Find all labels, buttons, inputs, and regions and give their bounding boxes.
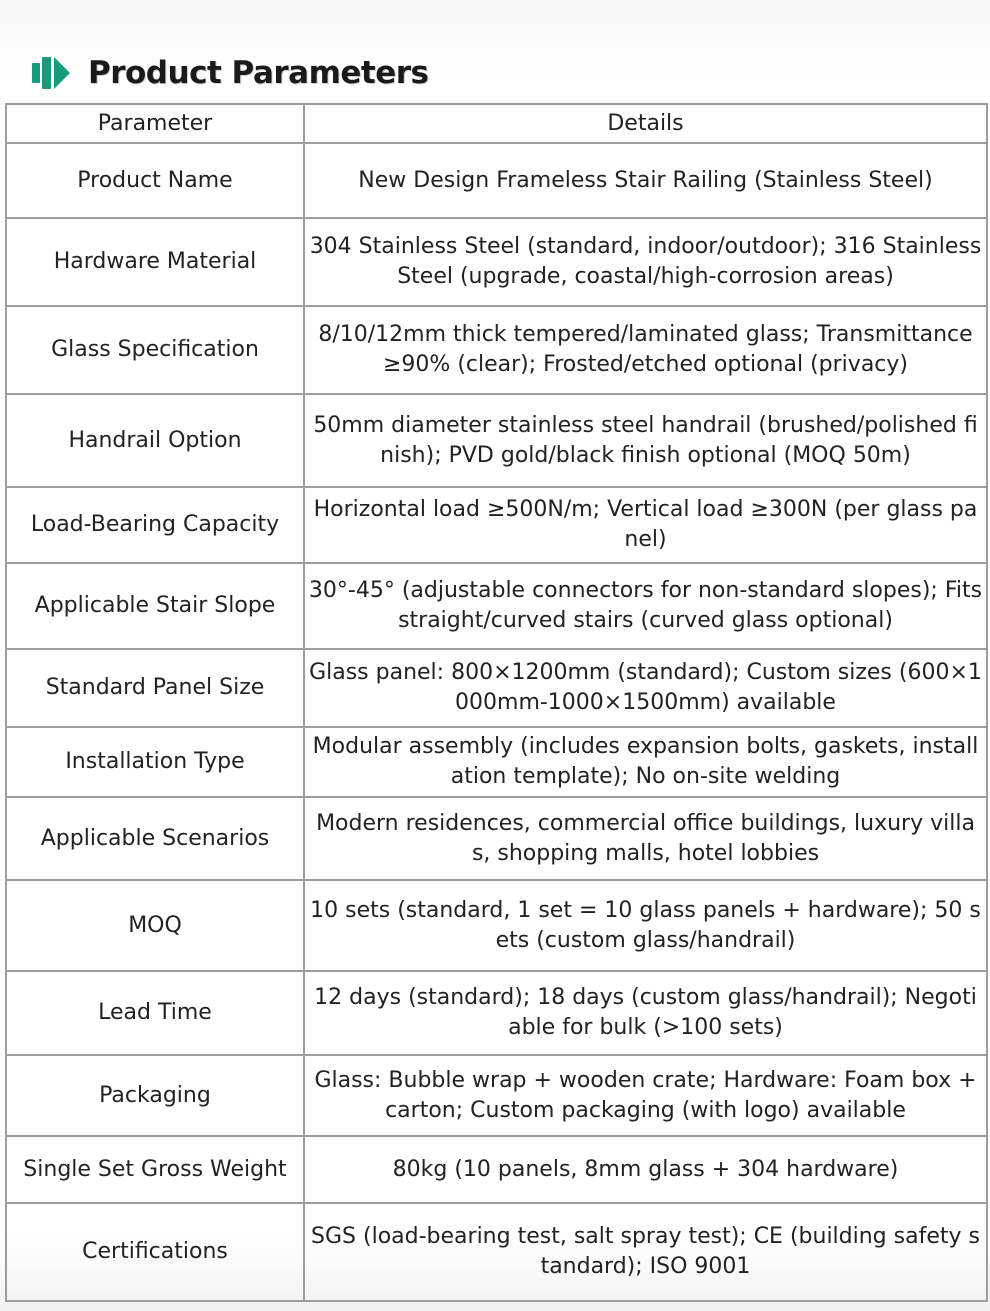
details-cell: Horizontal load ≥500N/m; Vertical load ≥300N (per glass panel) [304,487,987,563]
details-cell: Glass: Bubble wrap + wooden crate; Hardware: Foam box + carton; Custom packaging (with logo) available [304,1055,987,1136]
table-header-row [6,104,987,143]
parameter-cell: Applicable Scenarios [6,797,304,880]
parameter-cell: Standard Panel Size [6,649,304,727]
table-row [6,218,987,306]
table-row [6,563,987,649]
column-header-parameter: Parameter [6,104,304,143]
parameter-cell: Single Set Gross Weight [6,1136,304,1203]
table-row [6,797,987,880]
parameter-cell: Certifications [6,1203,304,1301]
table-row [6,143,987,218]
details-cell: Glass panel: 800×1200mm (standard); Custom sizes (600×1000mm-1000×1500mm) available [304,649,987,727]
parameter-cell: Installation Type [6,727,304,797]
speaker-icon [30,51,74,95]
details-cell: New Design Frameless Stair Railing (Stainless Steel) [304,143,987,218]
details-cell: 80kg (10 panels, 8mm glass + 304 hardware) [304,1136,987,1203]
details-cell: 12 days (standard); 18 days (custom glass/handrail); Negotiable for bulk (>100 sets) [304,971,987,1055]
table-row [6,394,987,487]
table-row [6,1136,987,1203]
parameter-cell: Lead Time [6,971,304,1055]
parameters-table [5,103,988,1302]
parameter-cell: Load-Bearing Capacity [6,487,304,563]
table-row [6,971,987,1055]
parameter-cell: Packaging [6,1055,304,1136]
details-cell: 10 sets (standard, 1 set = 10 glass panels + hardware); 50 sets (custom glass/handrail) [304,880,987,971]
parameter-cell: Hardware Material [6,218,304,306]
details-cell: 30°-45° (adjustable connectors for non-standard slopes); Fits straight/curved stairs (curved glass optional) [304,563,987,649]
table-row [6,880,987,971]
parameter-cell: Product Name [6,143,304,218]
details-cell: SGS (load-bearing test, salt spray test); CE (building safety standard); ISO 9001 [304,1203,987,1301]
parameter-cell: MOQ [6,880,304,971]
section-header [30,50,428,96]
details-cell: 304 Stainless Steel (standard, indoor/outdoor); 316 Stainless Steel (upgrade, coastal/high-corrosion areas) [304,218,987,306]
details-cell: 8/10/12mm thick tempered/laminated glass; Transmittance ≥90% (clear); Frosted/etched optional (privacy) [304,306,987,394]
page-title: Product Parameters [88,55,429,91]
table-row [6,306,987,394]
details-cell: Modern residences, commercial office buildings, luxury villas, shopping malls, hotel lobbies [304,797,987,880]
parameter-cell: Applicable Stair Slope [6,563,304,649]
parameter-cell: Glass Specification [6,306,304,394]
parameter-cell: Handrail Option [6,394,304,487]
table-row [6,1055,987,1136]
table-row [6,487,987,563]
details-cell: Modular assembly (includes expansion bolts, gaskets, installation template); No on-site welding [304,727,987,797]
table-row [6,727,987,797]
table-row [6,1203,987,1301]
table-row [6,649,987,727]
column-header-details: Details [304,104,987,143]
details-cell: 50mm diameter stainless steel handrail (brushed/polished finish); PVD gold/black finish optional (MOQ 50m) [304,394,987,487]
